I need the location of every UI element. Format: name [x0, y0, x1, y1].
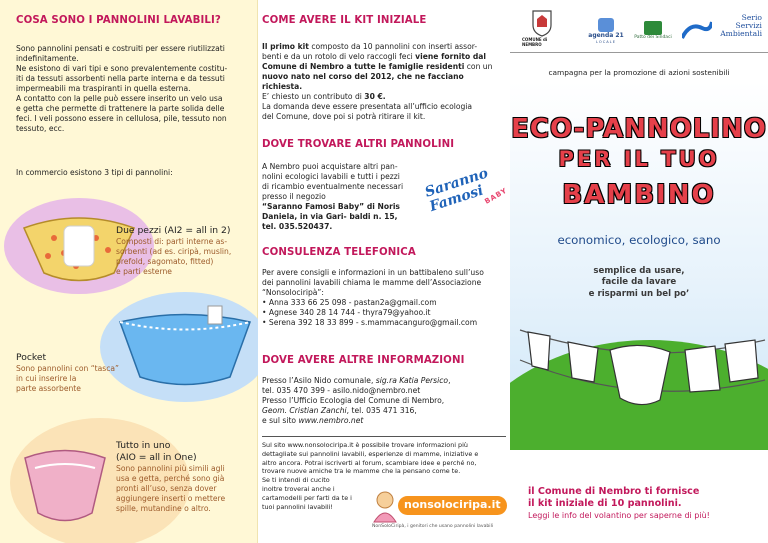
intro-line: impermeabili ma traspiranti in quella esterna.: [16, 84, 191, 94]
hanging-cloth: [528, 332, 550, 370]
all-in-one-text: [116, 440, 256, 514]
footnote-line: altro ancora. Potrai iscriverti al forum, scambiare idee e perché no,: [262, 458, 477, 467]
wave-icon: [682, 18, 712, 44]
hanging-cloth: [725, 340, 758, 382]
comune-label: COMUNE di NEMBRO: [522, 36, 548, 47]
pocket-line: in cui inserire la: [16, 374, 77, 384]
nonsolociripa-wordmark: nonsolociripa.it: [398, 496, 507, 515]
kit-price: 30 €.: [364, 92, 386, 102]
clothesline-illustration: [510, 300, 768, 440]
column-what-are: [0, 0, 258, 543]
where-line: presso il negozio: [262, 192, 326, 202]
logo-divider: [510, 52, 768, 53]
kit-bold: Comune di Nembro a tutte le famiglie residenti: [262, 62, 465, 72]
agenda21-sub: LOCALE: [596, 39, 616, 44]
agenda21-icon: [598, 18, 614, 32]
where-line: di ricambio eventualmente necessari: [262, 182, 404, 192]
intro-line: indefinitamente.: [16, 54, 79, 64]
coat-of-arms-icon: [531, 9, 553, 37]
kit-line: del Comune, dove poi si potrà ritirare il kit.: [262, 112, 426, 122]
heading-where: DOVE TROVARE ALTRI PANNOLINI: [262, 139, 455, 150]
hanging-cloth: [568, 342, 598, 382]
kit-line: La domanda deve essere presentata all’ufficio ecologia: [262, 102, 473, 112]
info-text-span: ,: [448, 376, 451, 385]
kit-text-span: composto da 10 pannolini con inserti assor-: [308, 42, 478, 51]
info-line: tel. 035 470 399 - asilo.nido@nembro.net: [262, 386, 421, 396]
all-in-one-line: pronti all’uso, senza dover: [116, 484, 217, 494]
intro-line: Ne esistono di vari tipi e sono prevalentemente costitu-: [16, 64, 228, 74]
info-line: Presso l’Ufficio Ecologia del Comune di Nembro,: [262, 396, 445, 406]
intro-text: [16, 44, 254, 134]
intro-line: feci. I veli possono essere in cellulosa, pile, tessuto non: [16, 114, 227, 124]
footnote-line: Sul sito www.nonsolociripa.it è possibile trovare informazioni più: [262, 441, 468, 449]
nonsolociripa-logo[interactable]: [370, 490, 506, 534]
all-in-one-title: Tutto in uno: [116, 440, 171, 451]
cta-line: il Comune di Nembro ti fornisce: [528, 486, 700, 497]
patto-sindaci-logo: [634, 14, 672, 48]
phone-text: [262, 268, 508, 328]
comune-nembro-logo: [522, 6, 562, 50]
where-line: A Nembro puoi acquistare altri pan-: [262, 162, 398, 171]
phone-line: Per avere consigli e informazioni in un battibaleno sull’uso: [262, 268, 484, 277]
info-text: [262, 376, 508, 426]
phone-line: “Nonsolociripà”:: [262, 288, 324, 298]
pocket-text: [16, 352, 146, 394]
tagline: economico, ecologico, sano: [557, 233, 721, 247]
heading-kit: COME AVERE IL KIT INIZIALE: [262, 15, 427, 26]
two-piece-line: sorbenti (ad es. ciripà, muslin,: [116, 247, 232, 257]
info-text-span: , tel. 035 471 316,: [346, 406, 417, 416]
serio-line: Serio: [741, 13, 762, 23]
info-text-span: Presso l’Asilo Nido comunale,: [262, 376, 376, 385]
footnote-line: inoltre troverai anche i: [262, 485, 335, 494]
info-name: sig.ra Katia Persico: [375, 376, 449, 385]
serio-line: Servizi: [735, 21, 762, 31]
contact-item[interactable]: • Serena 392 18 33 899 - s.mammacanguro@gmail.com: [262, 318, 508, 328]
kit-bold: nuovo nato nel corso del 2012, che ne facciano richiesta.: [262, 72, 464, 92]
agenda21-label: agenda 21: [588, 31, 624, 39]
kit-bold: viene fornito dal: [415, 52, 487, 62]
all-in-one-line: spille, mutandine o altro.: [116, 504, 211, 514]
where-text: [262, 162, 412, 232]
intro-line: iti da tessuti assorbenti nella parte interna e da tessuti: [16, 74, 225, 84]
benefit-line: e risparmi un bel po’: [588, 288, 690, 299]
contact-item[interactable]: • Anna 333 66 25 098 - pastan2a@gmail.com: [262, 298, 508, 308]
footnote-line: dettagliate sui pannolini lavabili, esperienze di mamme, iniziative e: [262, 449, 479, 458]
campaign-text: campagna per la promozione di azioni sostenibili: [548, 68, 730, 77]
kit-text-span: con un: [464, 62, 493, 72]
benefits: [510, 266, 768, 300]
footnote-line: cartamodelli per farti da te i: [262, 493, 352, 502]
all-in-one-line: Sono pannolini più simili agli: [116, 464, 225, 474]
nonsolociripa-tagline: NonSoloCiripà, i genitori che usano pannolini lavabili: [372, 524, 494, 529]
intro-line: Sono pannolini pensati e costruiti per essere riutilizzati: [16, 44, 225, 53]
title-eco-pannolino: ECO-PANNOLINO: [511, 114, 767, 144]
all-in-one-title: (AIO = all in One): [116, 452, 197, 464]
call-to-action: [528, 486, 764, 521]
patto-icon: [644, 21, 662, 35]
two-piece-line: e parti esterne: [116, 267, 172, 277]
heading-info: DOVE AVERE ALTRE INFORMAZIONI: [262, 355, 465, 366]
contacts-list: [262, 298, 508, 328]
heading-phone: CONSULENZA TELEFONICA: [262, 247, 416, 258]
title-per-il-tuo: PER IL TUO: [558, 147, 720, 171]
heading-what-are: COSA SONO I PANNOLINI LAVABILI?: [16, 15, 221, 26]
cta-line: il kit iniziale di 10 pannolini.: [528, 498, 682, 510]
all-in-one-line: usa e getta, perché sono già: [116, 474, 225, 484]
phone-line: dei pannolini lavabili chiama le mamme dell’Associazione: [262, 278, 482, 288]
footnote-line: trovare nuove amiche tra le mamme che la pensano come te.: [262, 467, 461, 476]
intro-line: A contatto con la pelle può essere inserito un velo usa: [16, 94, 223, 104]
patto-label: Patto dei Sindaci: [634, 35, 672, 41]
kit-text-span: E’ chiesto un contributo di: [262, 92, 365, 102]
two-piece-text: [116, 225, 256, 277]
footnote-line: Se ti intendi di cucito: [262, 476, 330, 485]
all-in-one-line: aggiungere inserti o mettere: [116, 494, 226, 504]
shop-address: “Saranno Famosi Baby” di Noris Daniela, in via Gari- baldi n. 15, tel. 035.520437.: [262, 202, 400, 232]
column-cover: [510, 0, 768, 543]
kit-text: [262, 42, 506, 122]
benefit-line: facile da lavare: [601, 277, 677, 288]
kit-bold: Il primo kit: [262, 42, 309, 51]
footnote-line: tuoi pannolini lavabili!: [262, 502, 333, 511]
agenda21-logo: [584, 14, 628, 48]
intro-line: e getta che permette di trattenere la parte solida delle: [16, 104, 225, 114]
serio-logo: [678, 4, 764, 48]
hanging-diaper: [610, 345, 670, 404]
two-piece-line: Composti di: parti interne as-: [116, 237, 228, 247]
contact-item[interactable]: • Agnese 340 28 14 744 - thyra79@yahoo.it: [262, 308, 508, 318]
shop-logo-text: Saranno Famosi: [423, 165, 491, 215]
two-piece-line: prefold, sagomato, fitted): [116, 257, 214, 267]
pocket-line: Sono pannolini con “tasca”: [16, 364, 119, 374]
shop-logo-sub: BABY: [483, 186, 509, 206]
pocket-line: parte assorbente: [16, 384, 81, 394]
info-name: Geom. Cristian Zanchi: [262, 406, 347, 416]
hanging-cloth: [685, 346, 720, 392]
serio-text: [720, 14, 764, 38]
shop-logo: [418, 162, 508, 232]
column-info: [258, 0, 510, 543]
two-piece-title: Due pezzi (AI2 = all in 2): [116, 225, 231, 236]
footnote-divider: [262, 436, 506, 437]
kit-text-span: benti e da un rotolo di velo raccogli feci: [262, 52, 416, 62]
where-line: nolini ecologici lavabili e tutti i pezzi: [262, 172, 400, 182]
title-bambino: BAMBINO: [562, 180, 716, 210]
types-intro: In commercio esistono 3 tipi di pannolini:: [16, 168, 173, 177]
info-text-span: e sul sito: [262, 416, 299, 426]
intro-line: tessuto, ecc.: [16, 124, 65, 134]
baby-icon: [370, 490, 400, 524]
benefit-line: semplice da usare,: [593, 266, 685, 276]
pocket-title: Pocket: [16, 352, 47, 363]
cta-line: Leggi le info del volantino per saperne di più!: [528, 510, 710, 520]
website-link[interactable]: www.nembro.net: [298, 416, 364, 426]
serio-line: Ambientali: [720, 28, 762, 38]
